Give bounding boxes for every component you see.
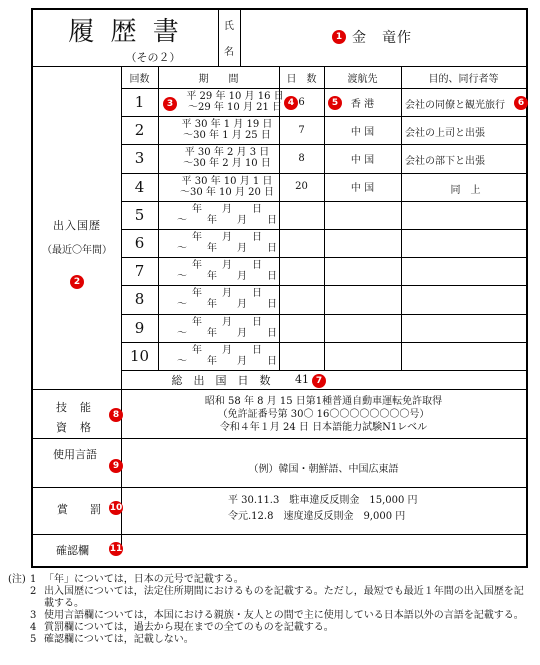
resume-form <box>31 8 528 568</box>
marker-9: 9 <box>109 459 123 473</box>
footnote-item <box>8 634 528 646</box>
footnote-text: 使用言語欄については，本国における親族・友人との間で主に使用している日本語以外の言語を記載する。 <box>44 610 524 621</box>
row-period-start: 年 月 日 <box>192 232 262 243</box>
row-days: 6 <box>298 96 305 108</box>
form-subtitle: （その２） <box>125 51 181 64</box>
row-number: 7 <box>134 262 145 281</box>
row-destination <box>324 285 401 313</box>
row-number: 1 <box>134 93 145 112</box>
row-destination <box>324 201 401 229</box>
name-label-1: 氏 <box>224 20 234 32</box>
footnote-label <box>8 634 30 646</box>
footnote-number: 2 <box>30 586 37 597</box>
row-number: 9 <box>134 318 145 337</box>
row-period-end: ～ 年 月 日 <box>177 327 277 339</box>
col-header-days: 日 数 <box>286 73 317 85</box>
row-days <box>279 229 324 257</box>
travel-section-sub: （最近〇年間） <box>42 245 112 256</box>
row-period-start: 平 30 年 10 月 1 日 <box>181 175 273 187</box>
row-number: 6 <box>134 234 145 253</box>
col-header-count: 回数 <box>129 73 150 85</box>
marker-10: 10 <box>109 503 123 513</box>
row-period-end: ～30 年 2 月 10 日 <box>183 158 271 170</box>
row-period-start: 平 29 年 10 月 16 日 <box>186 91 284 102</box>
travel-section-label: 出入国歴 <box>53 219 101 232</box>
row-days: 8 <box>298 152 305 164</box>
marker-8: 8 <box>109 408 123 422</box>
marker-4: 4 <box>284 96 298 110</box>
row-purpose: 同 上 <box>450 184 481 196</box>
language-value: （例）韓国・朝鮮語、中国広東語 <box>248 464 399 475</box>
row-period-end: ～ 年 月 日 <box>177 271 277 283</box>
footnote-text: 確認欄については，記載しない。 <box>44 634 194 645</box>
name-label-2: 名 <box>224 46 234 58</box>
skills-line-1: 昭和 58 年 8 月 15 日第1種普通自動車運転免許取得 <box>204 396 443 407</box>
footnote-number: 5 <box>30 634 37 645</box>
awards-content <box>228 493 418 525</box>
row-days <box>279 257 324 285</box>
row-period-end: ～30 年 10 月 20 日 <box>179 186 275 198</box>
row-number: 8 <box>134 290 145 309</box>
row-number: 2 <box>134 121 145 140</box>
row-destination <box>324 229 401 257</box>
skills-label-1: 技 能 <box>56 401 92 414</box>
name-value: 金 竜作 <box>352 30 412 46</box>
marker-1: 1 <box>332 30 346 44</box>
marker-11: 11 <box>109 544 123 554</box>
row-period-start: 平 30 年 1 月 19 日 <box>181 119 273 131</box>
footnote-text: 出入国歴については，法定住所期間におけるものを記載する。ただし，最短でも最近１年間の出入国歴を記載する。 <box>44 586 524 609</box>
row-destination <box>324 257 401 285</box>
row-number: 5 <box>134 205 145 224</box>
confirm-label: 確認欄 <box>56 544 89 557</box>
footnote-text: 賞罰欄については，過去から現在までの全てのものを記載する。 <box>44 622 334 633</box>
col-header-purpose: 目的、同行者等 <box>428 73 499 85</box>
footnote-number: 4 <box>30 622 37 633</box>
row-number: 4 <box>134 177 145 196</box>
marker-3: 3 <box>163 97 177 111</box>
footnote-item <box>8 610 528 622</box>
row-purpose: 会社の同僚と観光旅行 <box>405 100 505 111</box>
skills-line-3: 令和４年１月 24 日 日本語能力試験N1レベル <box>219 422 428 433</box>
total-days-label: 総 出 国 日 数 <box>171 373 271 387</box>
footnote-item <box>8 586 528 610</box>
row-days: 20 <box>295 181 308 193</box>
language-label: 使用言語 <box>53 448 97 461</box>
row-period-end: ～ 年 月 日 <box>177 355 277 367</box>
footnote-number: 3 <box>30 610 37 621</box>
row-destination: 中 国 <box>350 154 375 166</box>
row-days <box>279 342 324 370</box>
row-destination <box>324 342 401 370</box>
row-period-end: ～ 年 月 日 <box>177 299 277 311</box>
footnote-label: (注) <box>8 574 26 585</box>
total-days-value: 41 <box>295 373 309 386</box>
row-purpose: 会社の部下と出張 <box>405 156 485 168</box>
row-period-start: 年 月 日 <box>192 260 262 272</box>
row-period-end: ～30 年 1 月 25 日 <box>183 130 271 142</box>
awards-label: 賞 罰 <box>57 503 101 516</box>
row-days <box>279 201 324 229</box>
skills-content <box>121 395 526 434</box>
row-destination <box>324 314 401 342</box>
row-days: 7 <box>298 124 305 136</box>
footnotes <box>8 574 528 646</box>
footnote-number: 1 <box>30 574 37 585</box>
row-destination: 中 国 <box>350 183 375 195</box>
skills-label-2: 資 格 <box>56 421 92 434</box>
row-days <box>279 314 324 342</box>
footnote-item <box>8 622 528 634</box>
row-period-start: 年 月 日 <box>192 316 262 328</box>
row-destination: 中 国 <box>350 126 375 138</box>
awards-line-1: 平 30.11.3 駐車違反反則金 15,000 円 <box>228 495 418 506</box>
row-period-start: 年 月 日 <box>192 344 262 356</box>
marker-5: 5 <box>328 96 342 110</box>
row-period-end: ～ 年 月 日 <box>177 214 277 226</box>
row-period-start: 年 月 日 <box>192 203 262 215</box>
awards-line-2: 令元.12.8 速度違反反則金 9,000 円 <box>228 511 406 522</box>
skills-line-2: （免許証番号第 30〇 16〇〇〇〇〇〇〇〇号） <box>217 409 430 420</box>
marker-7: 7 <box>312 374 326 388</box>
row-period-end: ～ 年 月 日 <box>177 243 277 254</box>
col-header-destination: 渡航先 <box>347 73 378 85</box>
footnote-label <box>8 586 30 610</box>
marker-6: 6 <box>514 96 528 110</box>
row-period-end: ～29 年 10 月 21 日 <box>187 102 283 113</box>
row-destination: 香 港 <box>350 98 375 110</box>
footnote-label <box>8 610 30 622</box>
marker-2: 2 <box>70 275 84 289</box>
row-period-start: 平 30 年 2 月 3 日 <box>184 147 270 159</box>
footnote-label <box>8 622 30 634</box>
row-number: 10 <box>129 346 150 365</box>
row-number: 3 <box>134 149 145 168</box>
footnote-item <box>8 574 528 586</box>
row-days <box>279 285 324 313</box>
row-purpose: 会社の上司と出張 <box>405 128 485 140</box>
col-header-period: 期 間 <box>198 73 239 85</box>
footnote-text: 「年」については，日本の元号で記載する。 <box>44 574 244 585</box>
form-title: 履 歴 書 <box>68 16 183 47</box>
row-period-start: 年 月 日 <box>192 288 262 300</box>
